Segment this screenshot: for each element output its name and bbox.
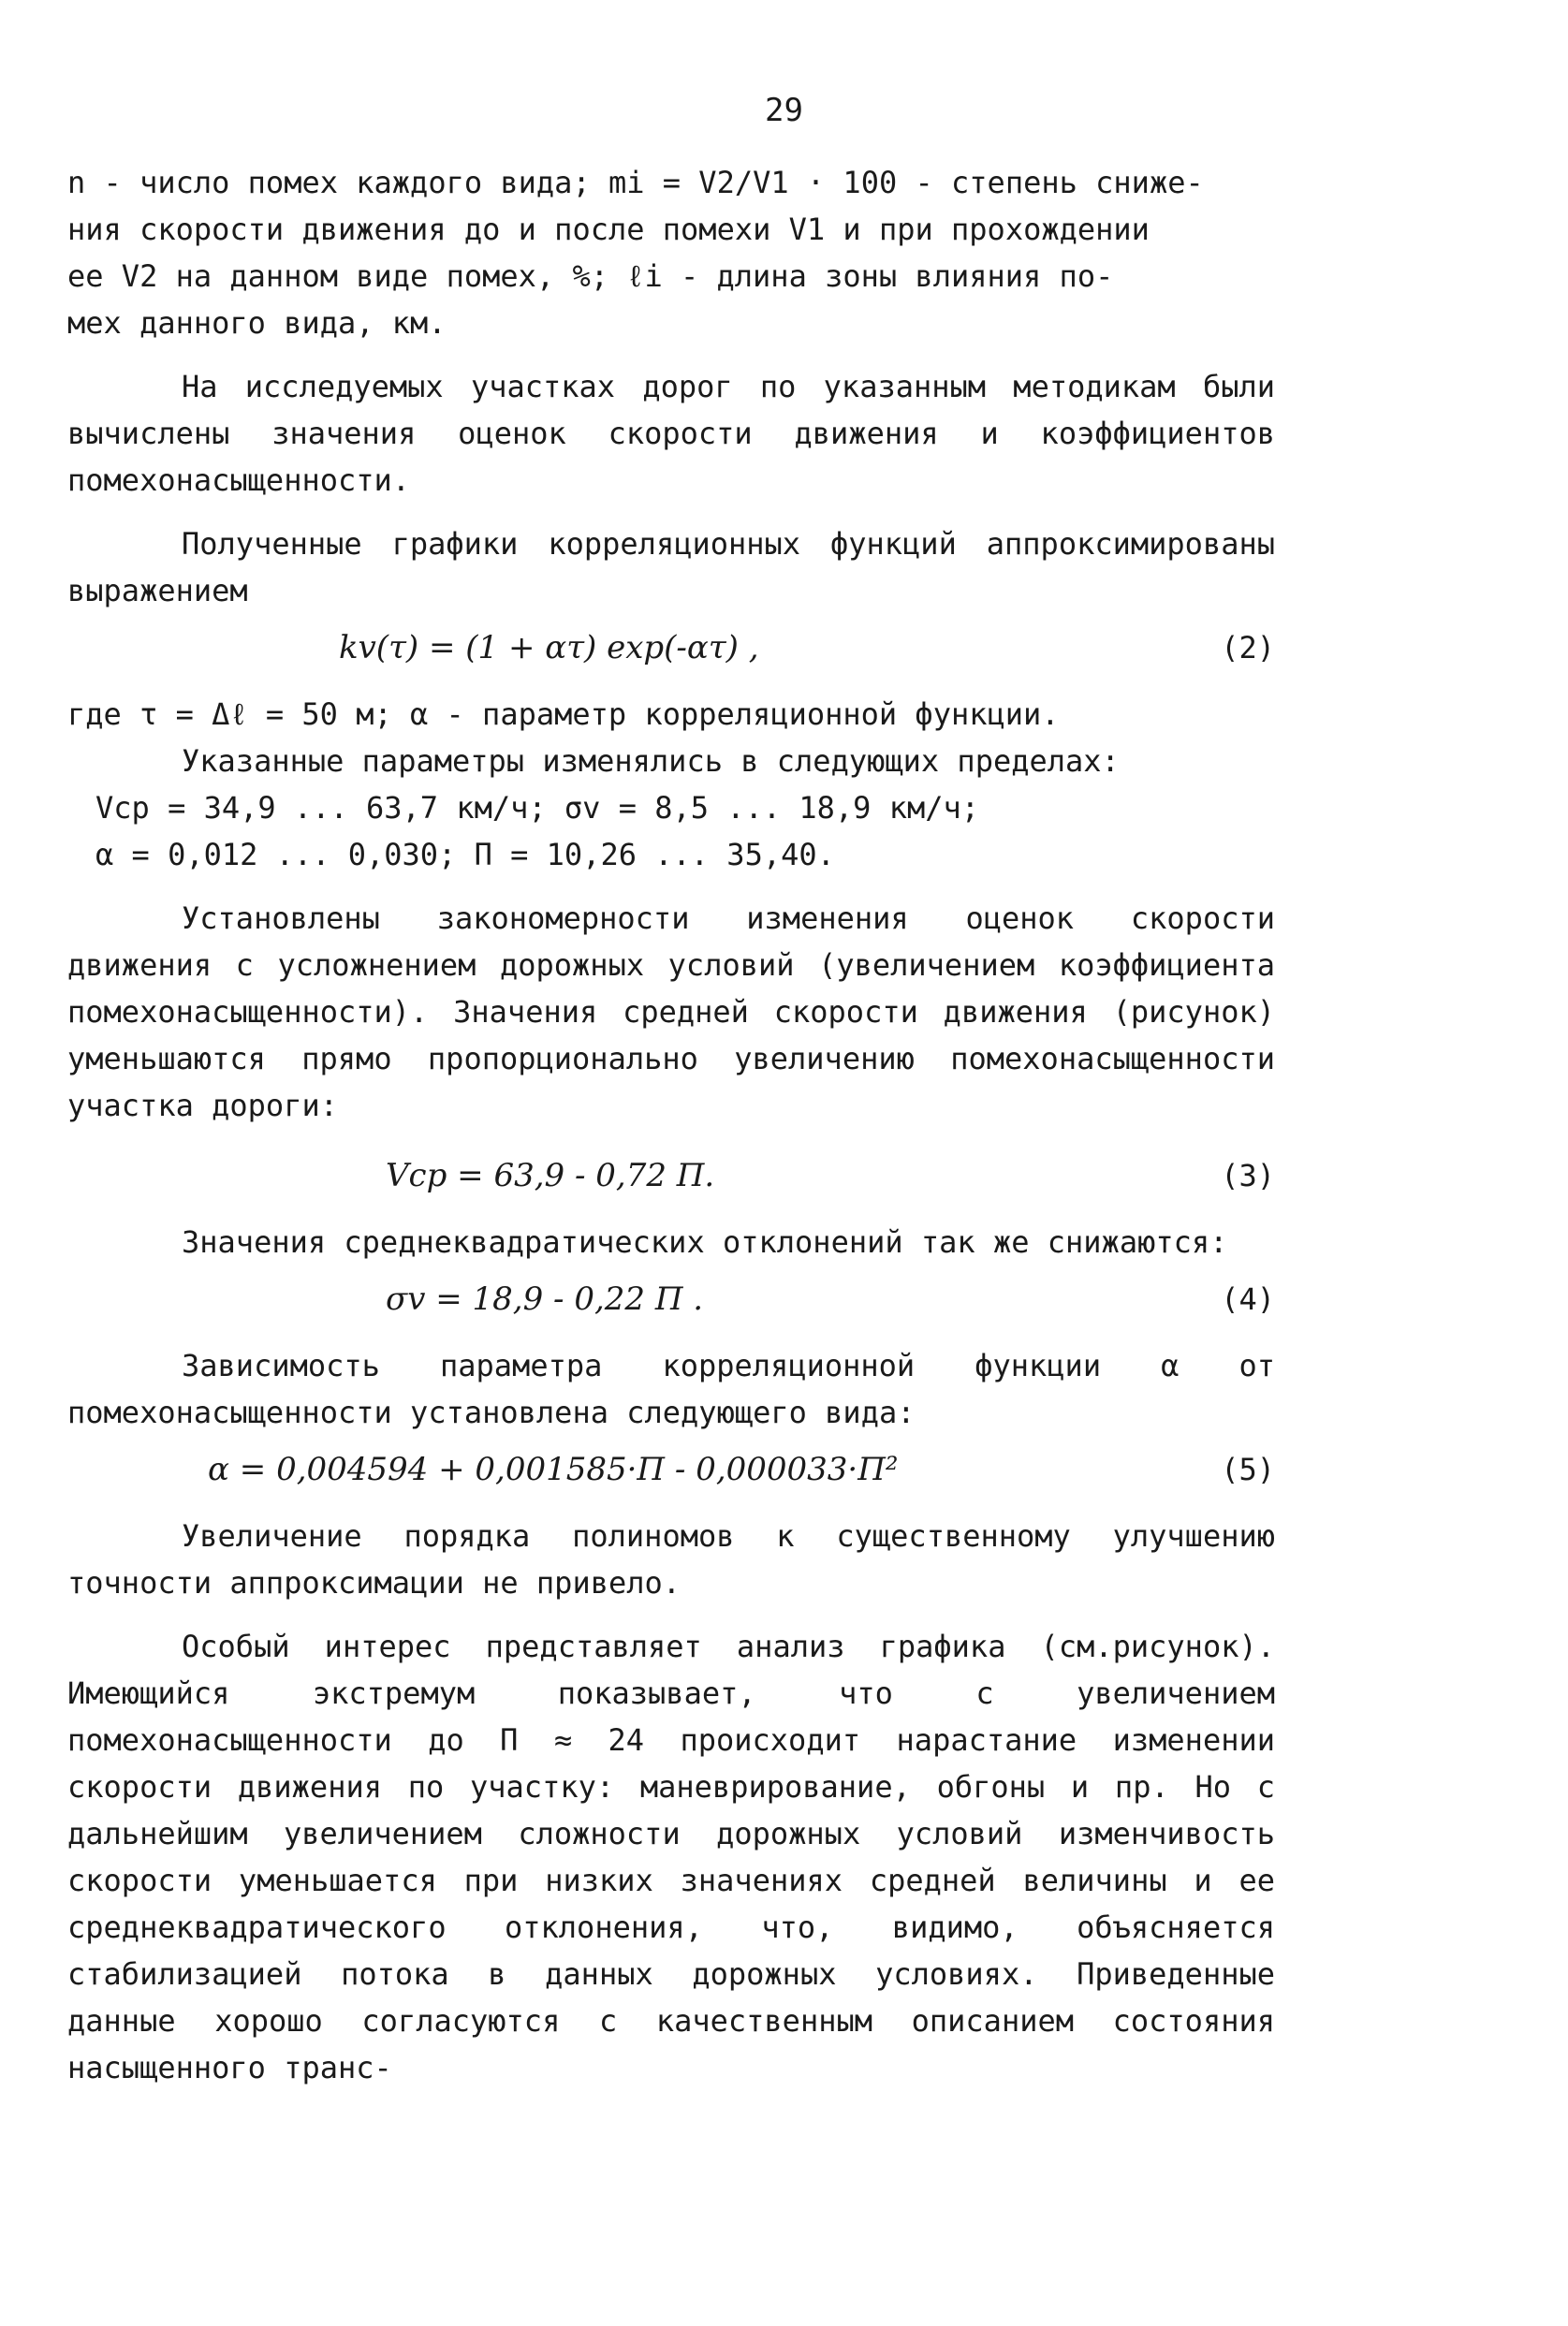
- paragraph-polynomials: Увеличение порядка полиномов к существенному улучшению точности аппроксимации не привело.: [67, 1518, 1275, 1601]
- where-block: [67, 691, 1275, 878]
- formula-2-number: (2): [1221, 630, 1275, 666]
- formula-2-row: [67, 618, 1275, 678]
- paragraph-dependency: Зависимость параметра корреляционной функции α от помехонасыщенности установлена следующего вида:: [67, 1348, 1275, 1430]
- limits-line-1: Vср = 34,9 ... 63,7 км/ч; σv = 8,5 ... 18,9 км/ч;: [95, 790, 980, 826]
- paragraph-approximation: Полученные графики корреляционных функций аппроксимированы выражением: [67, 526, 1275, 608]
- formula-3: Vср = 63,9 - 0,72 П.: [386, 1157, 715, 1194]
- body-text: [67, 159, 1275, 2108]
- formula-5-row: [67, 1440, 1275, 1499]
- where-line: где τ = Δℓ = 50 м; α - параметр корреляционной функции.: [67, 696, 1060, 732]
- intro-line: ее V2 на данном виде помех, %; ℓi - длина зоны влияния по-: [67, 258, 1114, 294]
- formula-4-number: (4): [1221, 1281, 1275, 1317]
- intro-line: мех данного вида, км.: [67, 305, 447, 341]
- formula-4: σv = 18,9 - 0,22 П .: [386, 1280, 704, 1318]
- paragraph-analysis: Особый интерес представляет анализ графика (см.рисунок). Имеющийся экстремум показывает, что с увеличением помехонасыщенности до П ≈ 24 происходит нарастание изменении скорости движения по участку: маневрирование, обгоны и пр. Но с дальнейшим увеличением сложности дорожных условий изменчивость скорости уменьшается при низких значениях средней величины и ее среднеквадратического отклонения, что, видимо, объясняется стабилизацией потока в данных дорожных условиях. Приведенные данные хорошо согласуются с качественным описанием состояния насыщенного транс-: [67, 1629, 1275, 2085]
- formula-3-row: [67, 1146, 1275, 1206]
- limits-line-2: α = 0,012 ... 0,030; П = 10,26 ... 35,40.: [95, 837, 835, 872]
- formula-3-number: (3): [1221, 1158, 1275, 1193]
- formula-5: α = 0,004594 + 0,001585·П - 0,000033·П²: [208, 1451, 899, 1488]
- formula-2: kv(τ) = (1 + ατ) exp(-ατ) ,: [339, 629, 759, 666]
- intro-paragraph: [67, 159, 1275, 346]
- paragraph-methods: На исследуемых участках дорог по указанным методикам были вычислены значения оценок скорости движения и коэффициентов помехонасыщенности.: [67, 369, 1275, 498]
- intro-line: n - число помех каждого вида; mi = V2/V1 · 100 - степень сниже-: [67, 165, 1204, 200]
- formula-4-row: [67, 1269, 1275, 1329]
- paragraph-regularities: Установлены закономерности изменения оценок скорости движения с усложнением дорожных условий (увеличением коэффициента помехонасыщенности). Значения средней скорости движения (рисунок) уменьшаются прямо пропорционально увеличению помехонасыщенности участка дороги:: [67, 900, 1275, 1123]
- limits-intro: Указанные параметры изменялись в следующих пределах:: [182, 743, 1120, 779]
- paragraph-deviations: Значения среднеквадратических отклонений так же снижаются:: [182, 1224, 1228, 1260]
- page-number: 29: [765, 92, 803, 129]
- formula-5-number: (5): [1221, 1452, 1275, 1487]
- intro-line: ния скорости движения до и после помехи V1 и при прохождении: [67, 212, 1150, 247]
